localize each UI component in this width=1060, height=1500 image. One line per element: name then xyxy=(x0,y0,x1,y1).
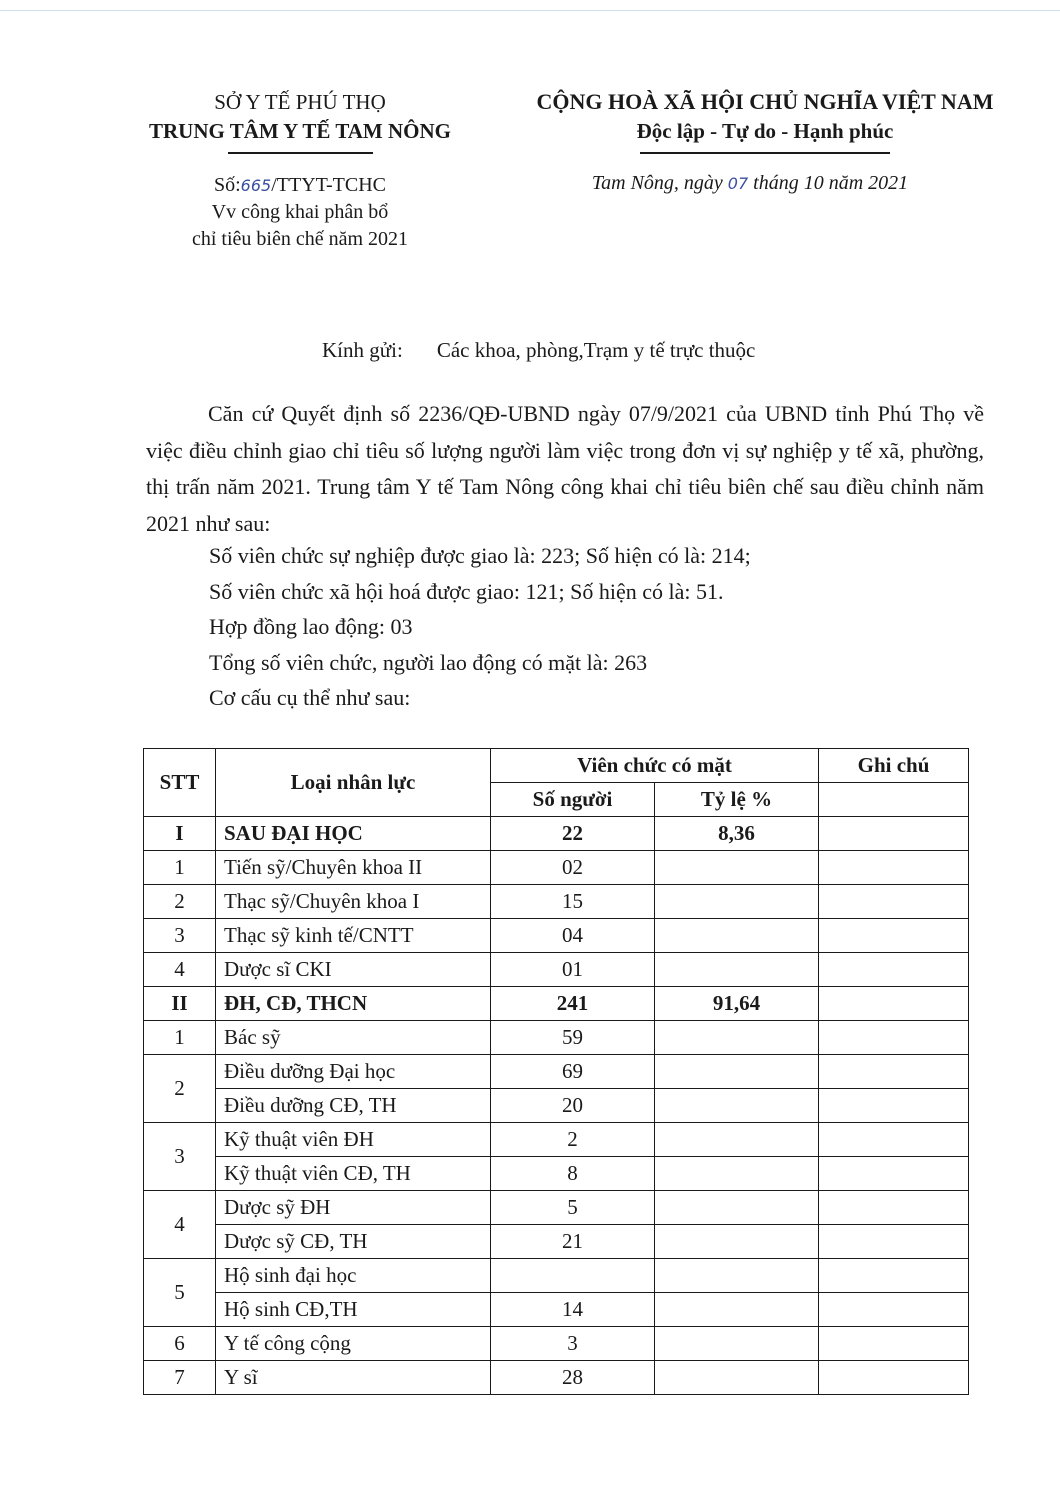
header-note: Ghi chú xyxy=(819,749,969,783)
line-total-staff: Tổng số viên chức, người lao động có mặt là: 263 xyxy=(209,649,648,675)
reference-block xyxy=(120,172,480,253)
row-stt: 1 xyxy=(144,1021,216,1055)
row-percent xyxy=(655,1055,819,1089)
table-row xyxy=(144,1157,969,1191)
row-name: Y sĩ xyxy=(216,1361,491,1395)
ref-suffix: /TTYT-TCHC xyxy=(271,174,387,196)
table-row xyxy=(144,953,969,987)
table-row xyxy=(144,1259,969,1293)
table-row xyxy=(144,1225,969,1259)
row-name: Kỹ thuật viên CĐ, TH xyxy=(216,1157,491,1191)
row-note xyxy=(819,885,969,919)
row-note xyxy=(819,1055,969,1089)
row-name: Thạc sỹ kinh tế/CNTT xyxy=(216,919,491,953)
row-note xyxy=(819,987,969,1021)
org-name: TRUNG TÂM Y TẾ TAM NÔNG xyxy=(149,119,451,143)
row-stt: 6 xyxy=(144,1327,216,1361)
summary-lines xyxy=(209,538,751,716)
header-type: Loại nhân lực xyxy=(216,749,491,817)
date-handwritten-day: 07 xyxy=(727,174,749,193)
row-name: SAU ĐẠI HỌC xyxy=(216,817,491,851)
row-note xyxy=(819,1259,969,1293)
table-header-row-1 xyxy=(144,749,969,783)
row-name: Kỹ thuật viên ĐH xyxy=(216,1123,491,1157)
row-count: 3 xyxy=(491,1327,655,1361)
row-percent: 8,36 xyxy=(655,817,819,851)
row-percent xyxy=(655,1259,819,1293)
row-count: 2 xyxy=(491,1123,655,1157)
row-percent xyxy=(655,1157,819,1191)
row-name: Dược sĩ CKI xyxy=(216,953,491,987)
row-percent xyxy=(655,1327,819,1361)
row-stt: 1 xyxy=(144,851,216,885)
table-row xyxy=(144,1123,969,1157)
row-count: 04 xyxy=(491,919,655,953)
table-row xyxy=(144,817,969,851)
row-name: Điều dưỡng Đại học xyxy=(216,1055,491,1089)
subject-line-2: chỉ tiêu biên chế năm 2021 xyxy=(191,228,409,250)
row-name: Thạc sỹ/Chuyên khoa I xyxy=(216,885,491,919)
row-note xyxy=(819,817,969,851)
table-row xyxy=(144,987,969,1021)
org-parent: SỞ Y TẾ PHÚ THỌ xyxy=(214,90,386,114)
table-row xyxy=(144,919,969,953)
motto: Độc lập - Tự do - Hạnh phúc xyxy=(636,119,894,143)
country-name: CỘNG HOÀ XÃ HỘI CHỦ NGHĨA VIỆT NAM xyxy=(536,89,994,114)
row-percent xyxy=(655,1123,819,1157)
header-organization xyxy=(120,88,480,154)
row-name: Hộ sinh CĐ,TH xyxy=(216,1293,491,1327)
table-row xyxy=(144,1089,969,1123)
row-count xyxy=(491,1259,655,1293)
row-percent xyxy=(655,1089,819,1123)
header-percent: Tỷ lệ % xyxy=(655,783,819,817)
row-note xyxy=(819,1191,969,1225)
row-percent xyxy=(655,1021,819,1055)
date-suffix: tháng 10 năm 2021 xyxy=(748,172,909,194)
subject-line-1: Vv công khai phân bổ xyxy=(211,201,389,223)
line-public-staff: Số viên chức sự nghiệp được giao là: 223; Số hiện có là: 214; xyxy=(209,543,751,568)
row-percent xyxy=(655,919,819,953)
table-body xyxy=(144,817,969,1395)
scan-edge-line xyxy=(0,10,1060,11)
ref-prefix: Số: xyxy=(213,174,241,196)
row-count: 5 xyxy=(491,1191,655,1225)
row-note xyxy=(819,1089,969,1123)
ref-handwritten-number: 665 xyxy=(240,176,272,195)
header-present-group: Viên chức có mặt xyxy=(491,749,819,783)
row-percent xyxy=(655,851,819,885)
row-count: 21 xyxy=(491,1225,655,1259)
row-note xyxy=(819,1361,969,1395)
row-stt: 7 xyxy=(144,1361,216,1395)
row-stt: 3 xyxy=(144,919,216,953)
header-note-empty xyxy=(819,783,969,817)
row-percent xyxy=(655,1361,819,1395)
line-contracts: Hợp đồng lao động: 03 xyxy=(209,614,413,639)
row-note xyxy=(819,1225,969,1259)
row-count: 02 xyxy=(491,851,655,885)
row-percent xyxy=(655,1191,819,1225)
staff-structure-table xyxy=(143,748,969,1395)
row-count: 22 xyxy=(491,817,655,851)
row-name: Tiến sỹ/Chuyên khoa II xyxy=(216,851,491,885)
table-row xyxy=(144,1021,969,1055)
reference-number xyxy=(120,172,480,199)
row-count: 8 xyxy=(491,1157,655,1191)
row-percent: 91,64 xyxy=(655,987,819,1021)
row-percent xyxy=(655,885,819,919)
row-name: Bác sỹ xyxy=(216,1021,491,1055)
row-note xyxy=(819,1123,969,1157)
row-note xyxy=(819,953,969,987)
row-note xyxy=(819,1157,969,1191)
org-underline xyxy=(228,152,373,154)
row-percent xyxy=(655,1225,819,1259)
header-count: Số người xyxy=(491,783,655,817)
recipient-value: Các khoa, phòng,Trạm y tế trực thuộc xyxy=(436,338,756,362)
row-count: 14 xyxy=(491,1293,655,1327)
row-stt: 5 xyxy=(144,1259,216,1327)
row-percent xyxy=(655,1293,819,1327)
row-stt: 2 xyxy=(144,885,216,919)
table-row xyxy=(144,1293,969,1327)
row-name: Dược sỹ ĐH xyxy=(216,1191,491,1225)
row-stt: 2 xyxy=(144,1055,216,1123)
row-count: 15 xyxy=(491,885,655,919)
row-count: 69 xyxy=(491,1055,655,1089)
row-name: Điều dưỡng CĐ, TH xyxy=(216,1089,491,1123)
line-structure-intro: Cơ cấu cụ thể như sau: xyxy=(209,685,411,710)
header-national xyxy=(515,88,1015,154)
row-stt: I xyxy=(144,817,216,851)
row-count: 241 xyxy=(491,987,655,1021)
row-name: Dược sỹ CĐ, TH xyxy=(216,1225,491,1259)
row-stt: II xyxy=(144,987,216,1021)
body-paragraph xyxy=(146,396,984,542)
date-prefix: Tam Nông, ngày xyxy=(591,172,728,194)
row-count: 01 xyxy=(491,953,655,987)
row-count: 28 xyxy=(491,1361,655,1395)
motto-underline xyxy=(640,152,890,154)
row-name: Y tế công cộng xyxy=(216,1327,491,1361)
document-date xyxy=(520,172,980,195)
row-note xyxy=(819,1327,969,1361)
row-percent xyxy=(655,953,819,987)
table-row xyxy=(144,1361,969,1395)
row-count: 20 xyxy=(491,1089,655,1123)
row-note xyxy=(819,919,969,953)
row-name: Hộ sinh đại học xyxy=(216,1259,491,1293)
table-row xyxy=(144,851,969,885)
table-row xyxy=(144,1327,969,1361)
body-main-text: Căn cứ Quyết định số 2236/QĐ-UBND ngày 07/9/2021 của UBND tỉnh Phú Thọ về việc điều chỉnh giao chỉ tiêu số lượng người làm việc trong đơn vị sự nghiệp y tế xã, phường, thị trấn năm 2021. Trung tâm Y tế Tam Nông công khai chỉ tiêu biên chế sau điều chỉnh năm 2021 như sau: xyxy=(146,401,984,536)
table-row xyxy=(144,885,969,919)
header-stt: STT xyxy=(144,749,216,817)
recipient-label: Kính gửi: xyxy=(322,338,403,362)
table-row xyxy=(144,1055,969,1089)
row-stt: 4 xyxy=(144,953,216,987)
row-stt: 4 xyxy=(144,1191,216,1259)
row-count: 59 xyxy=(491,1021,655,1055)
row-stt: 3 xyxy=(144,1123,216,1191)
row-name: ĐH, CĐ, THCN xyxy=(216,987,491,1021)
row-note xyxy=(819,851,969,885)
recipient-line xyxy=(322,338,755,363)
line-socialized-staff: Số viên chức xã hội hoá được giao: 121; Số hiện có là: 51. xyxy=(209,578,724,604)
row-note xyxy=(819,1021,969,1055)
table-row xyxy=(144,1191,969,1225)
row-note xyxy=(819,1293,969,1327)
